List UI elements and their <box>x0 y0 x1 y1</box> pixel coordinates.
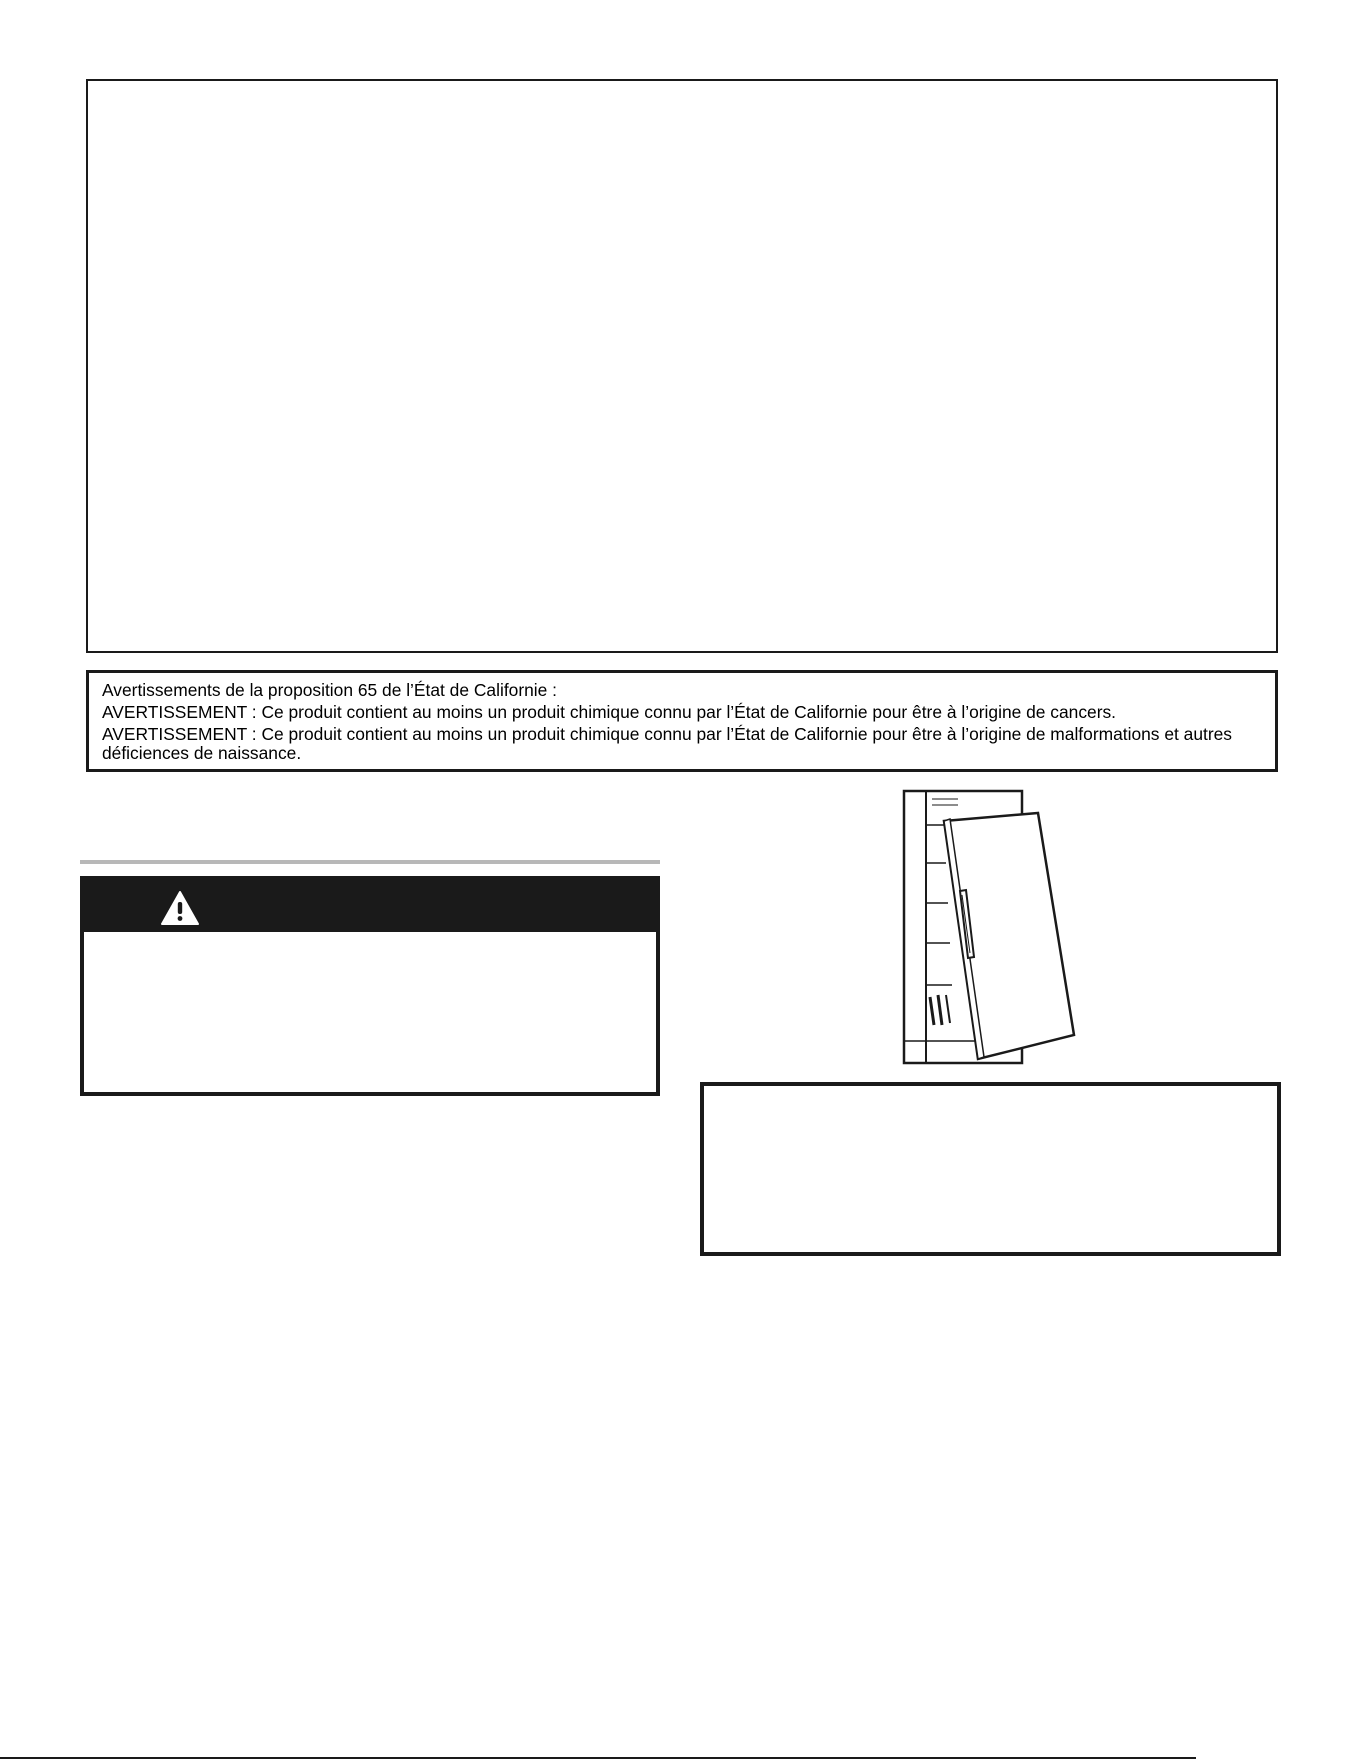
notice-box <box>700 1082 1281 1256</box>
prop65-warning-cancer: AVERTISSEMENT : Ce produit contient au moins un produit chimique connu par l’État de Californie pour être à l’origine de cancers. <box>102 702 1117 722</box>
footer-rule <box>0 1757 1196 1759</box>
freezer-illustration <box>898 785 1084 1075</box>
prop65-warning-box <box>86 670 1278 772</box>
warning-triangle-icon <box>160 890 200 926</box>
section-divider <box>80 860 660 864</box>
warning-header-bar <box>84 880 656 932</box>
prop65-heading: Avertissements de la proposition 65 de l’État de Californie : <box>102 680 557 700</box>
prop65-warning-birth-defects: AVERTISSEMENT : Ce produit contient au moins un produit chimique connu par l’État de Californie pour être à l’origine de malformations et autres déficiences de naissance. <box>102 724 1232 763</box>
blank-content-box <box>86 79 1278 653</box>
warning-panel <box>80 876 660 1096</box>
